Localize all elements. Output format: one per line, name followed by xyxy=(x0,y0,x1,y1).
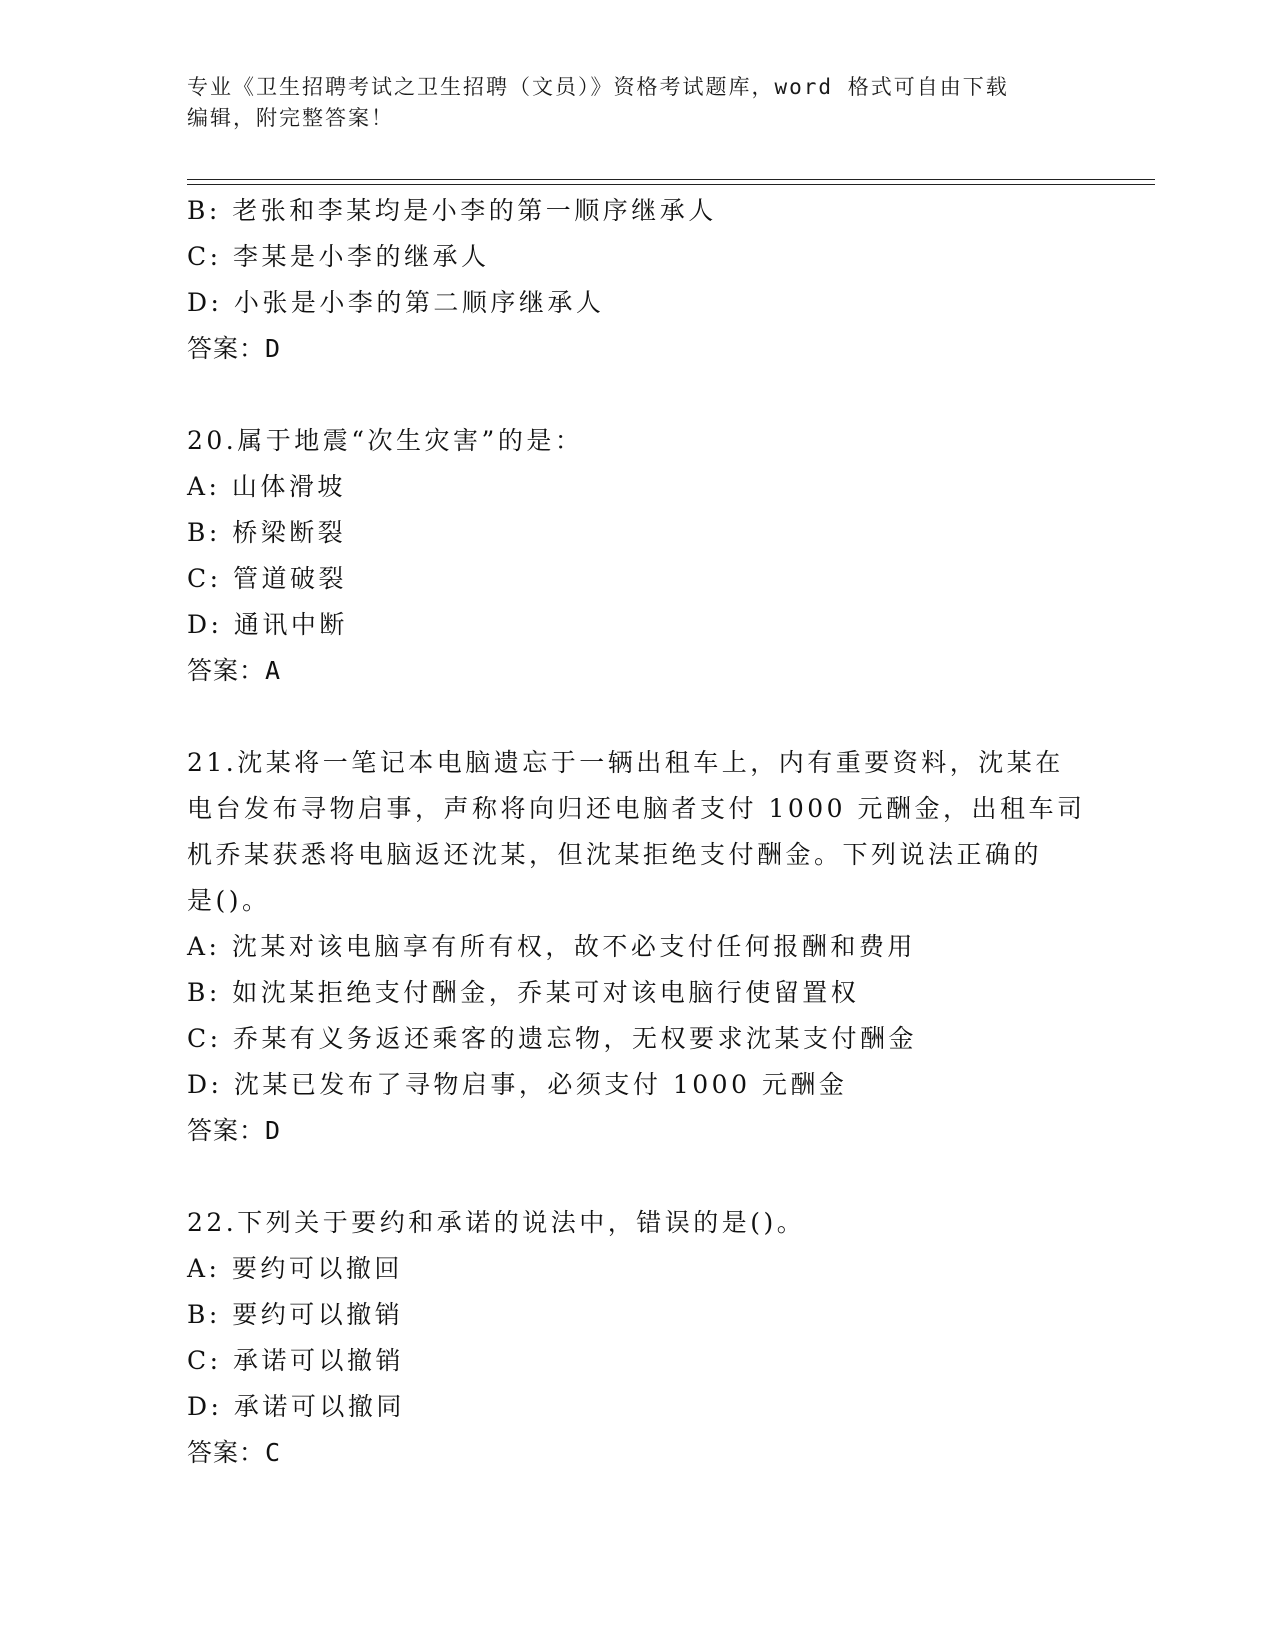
q19-option-b: B: 老张和李某均是小李的第一顺序继承人 xyxy=(187,196,717,225)
q19-answer: 答案：D xyxy=(187,334,282,363)
q21-stem-line-4: 是()。 xyxy=(187,886,271,915)
header-line-1: 专业《卫生招聘考试之卫生招聘（文员）》资格考试题库，word 格式可自由下载 xyxy=(187,75,1009,99)
document-header xyxy=(187,72,1087,134)
header-line-2: 编辑，附完整答案！ xyxy=(187,106,394,130)
q21-stem-line-3: 机乔某获悉将电脑返还沈某，但沈某拒绝支付酬金。下列说法正确的 xyxy=(187,840,1043,869)
q21-option-d: D: 沈某已发布了寻物启事，必须支付 1000 元酬金 xyxy=(187,1070,848,1099)
q20-stem: 20.属于地震“次生灾害”的是： xyxy=(187,426,584,455)
q22-option-b: B: 要约可以撤销 xyxy=(187,1300,404,1329)
q19-option-c: C: 李某是小李的继承人 xyxy=(187,242,490,271)
q21-answer: 答案：D xyxy=(187,1116,282,1145)
q22-option-c: C: 承诺可以撤销 xyxy=(187,1346,404,1375)
q21-option-a: A: 沈某对该电脑享有所有权，故不必支付任何报酬和费用 xyxy=(187,932,916,961)
question-20 xyxy=(187,418,1087,694)
q20-option-a: A: 山体滑坡 xyxy=(187,472,346,501)
question-list xyxy=(187,188,1087,1476)
q22-option-a: A: 要约可以撤回 xyxy=(187,1254,403,1283)
spacer xyxy=(187,1154,1087,1200)
q21-option-b: B: 如沈某拒绝支付酬金，乔某可对该电脑行使留置权 xyxy=(187,978,860,1007)
q19-option-d: D: 小张是小李的第二顺序继承人 xyxy=(187,288,605,317)
question-22 xyxy=(187,1200,1087,1476)
q22-stem: 22.下列关于要约和承诺的说法中，错误的是()。 xyxy=(187,1208,806,1237)
q21-stem-line-1: 21.沈某将一笔记本电脑遗忘于一辆出租车上，内有重要资料，沈某在 xyxy=(187,748,1064,777)
spacer xyxy=(187,372,1087,418)
question-19-continuation xyxy=(187,188,1087,372)
question-21 xyxy=(187,740,1087,1154)
header-divider-top xyxy=(187,179,1155,180)
q22-answer: 答案：C xyxy=(187,1438,282,1467)
q20-option-b: B: 桥梁断裂 xyxy=(187,518,347,547)
spacer xyxy=(187,694,1087,740)
q20-answer: 答案：A xyxy=(187,656,282,685)
q21-stem-line-2: 电台发布寻物启事，声称将向归还电脑者支付 1000 元酬金，出租车司 xyxy=(187,794,1086,823)
q20-option-c: C: 管道破裂 xyxy=(187,564,347,593)
q22-option-d: D: 承诺可以撤同 xyxy=(187,1392,405,1421)
q21-option-c: C: 乔某有义务返还乘客的遗忘物，无权要求沈某支付酬金 xyxy=(187,1024,918,1053)
header-divider-bottom xyxy=(187,184,1155,185)
q20-option-d: D: 通讯中断 xyxy=(187,610,348,639)
